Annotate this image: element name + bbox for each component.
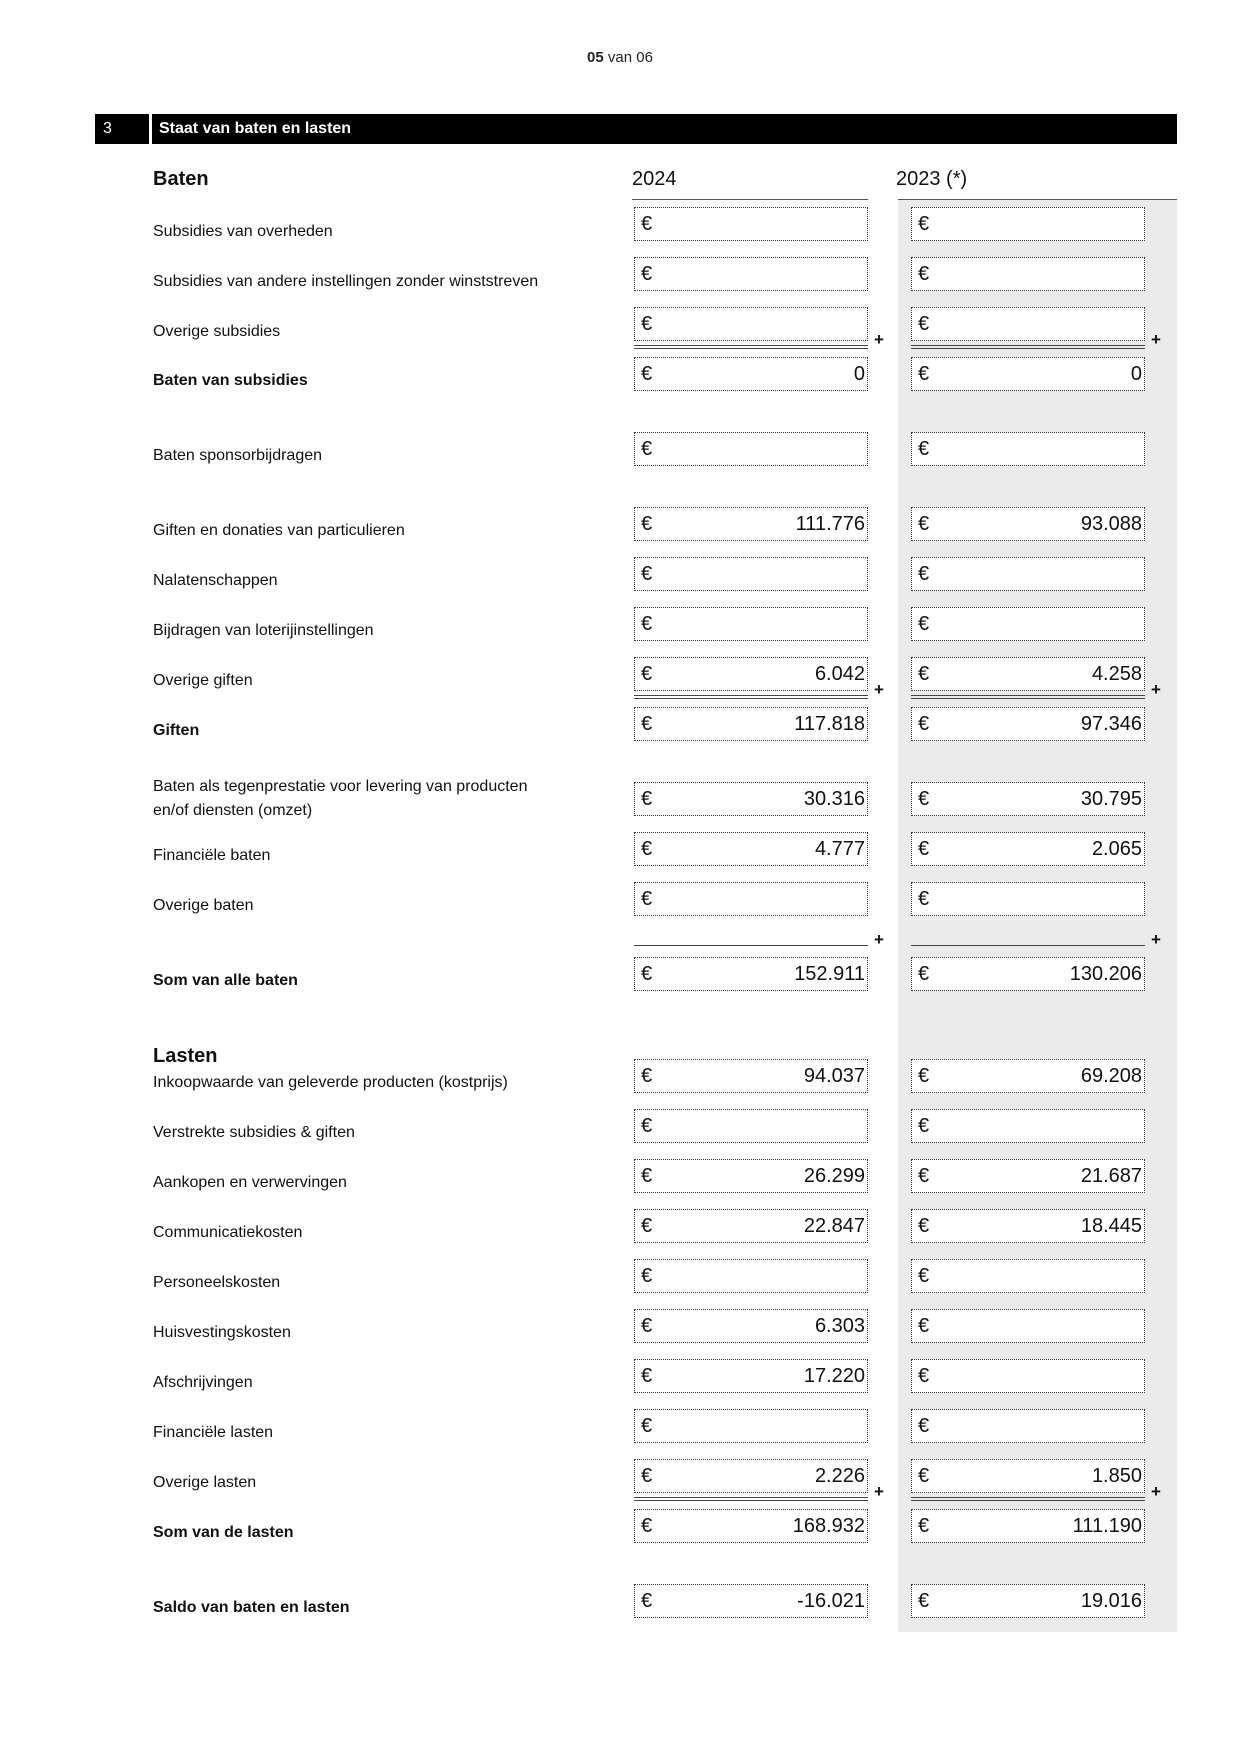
input-overige-lasten-2023[interactable]: € 1.850 — [911, 1459, 1145, 1493]
row-label-overige-lasten: Overige lasten — [153, 1474, 257, 1491]
input-overige-lasten-2024[interactable]: € 2.226 — [634, 1459, 868, 1493]
input-financiele-lasten-2023[interactable]: € — [911, 1409, 1145, 1443]
input-giften-particulieren-2023[interactable]: € 93.088 — [911, 507, 1145, 541]
sum-rule — [911, 1497, 1145, 1501]
input-loterij-2023[interactable]: € — [911, 607, 1145, 641]
input-communicatie-2023[interactable]: € 18.445 — [911, 1209, 1145, 1243]
row-label-overige-subsidies: Overige subsidies — [153, 323, 281, 340]
input-nalatenschappen-2023[interactable]: € — [911, 557, 1145, 591]
input-financiele-baten-2024[interactable]: € 4.777 — [634, 832, 868, 866]
input-verstrekte-2023[interactable]: € — [911, 1109, 1145, 1143]
input-inkoopwaarde-2023[interactable]: € 69.208 — [911, 1059, 1145, 1093]
row-label-som-lasten: Som van de lasten — [153, 1524, 294, 1541]
row-label-aankopen: Aankopen en verwervingen — [153, 1174, 347, 1191]
section-number: 3 — [95, 114, 149, 144]
sum-rule — [634, 345, 868, 349]
value-som-baten-2024: € 152.911 — [634, 957, 868, 991]
input-nalatenschappen-2024[interactable]: € — [634, 557, 868, 591]
value-som-baten-2023: € 130.206 — [911, 957, 1145, 991]
row-label-nalatenschappen: Nalatenschappen — [153, 572, 278, 589]
sum-rule — [634, 1497, 868, 1501]
value-baten-subsidies-2024: € 0 — [634, 357, 868, 391]
row-label-overige-giften: Overige giften — [153, 672, 253, 689]
input-subsidies-overheden-2023[interactable]: € — [911, 207, 1145, 241]
lasten-heading: Lasten — [153, 1045, 218, 1067]
value-saldo-2024: € -16.021 — [634, 1584, 868, 1618]
row-label-tegenprestatie: Baten als tegenprestatie voor levering van producten en/of diensten (omzet) — [153, 778, 528, 819]
plus-sign: + — [874, 680, 884, 699]
input-personeel-2023[interactable]: € — [911, 1259, 1145, 1293]
input-overige-baten-2024[interactable]: € — [634, 882, 868, 916]
plus-sign: + — [874, 930, 884, 949]
input-aankopen-2024[interactable]: € 26.299 — [634, 1159, 868, 1193]
value-baten-subsidies-2023: € 0 — [911, 357, 1145, 391]
input-sponsorbijdragen-2023[interactable]: € — [911, 432, 1145, 466]
input-inkoopwaarde-2024[interactable]: € 94.037 — [634, 1059, 868, 1093]
input-personeel-2024[interactable]: € — [634, 1259, 868, 1293]
row-label-giften-particulieren: Giften en donaties van particulieren — [153, 522, 405, 539]
row-label-giften: Giften — [153, 722, 200, 739]
input-overige-subsidies-2024[interactable]: € — [634, 307, 868, 341]
value-giften-2023: € 97.346 — [911, 707, 1145, 741]
row-label-inkoopwaarde: Inkoopwaarde van geleverde producten (kostprijs) — [153, 1074, 508, 1091]
plus-sign: + — [1151, 1482, 1161, 1501]
page-number: 05 van 06 — [587, 49, 653, 66]
value-som-lasten-2023: € 111.190 — [911, 1509, 1145, 1543]
plus-sign: + — [1151, 330, 1161, 349]
row-label-personeel: Personeelskosten — [153, 1274, 281, 1291]
input-overige-giften-2023[interactable]: € 4.258 — [911, 657, 1145, 691]
sum-rule — [634, 945, 868, 947]
sum-rule — [911, 345, 1145, 349]
row-label-huisvesting: Huisvestingskosten — [153, 1324, 291, 1341]
input-subsidies-andere-2024[interactable]: € — [634, 257, 868, 291]
row-label-financiele-lasten: Financiële lasten — [153, 1424, 274, 1441]
input-overige-subsidies-2023[interactable]: € — [911, 307, 1145, 341]
column-header-rule — [898, 199, 1177, 200]
row-label-baten-subsidies: Baten van subsidies — [153, 372, 308, 389]
column-header-rule — [632, 199, 868, 200]
plus-sign: + — [1151, 930, 1161, 949]
plus-sign: + — [1151, 680, 1161, 699]
input-communicatie-2024[interactable]: € 22.847 — [634, 1209, 868, 1243]
plus-sign: + — [874, 330, 884, 349]
input-aankopen-2023[interactable]: € 21.687 — [911, 1159, 1145, 1193]
input-overige-giften-2024[interactable]: € 6.042 — [634, 657, 868, 691]
value-som-lasten-2024: € 168.932 — [634, 1509, 868, 1543]
input-subsidies-andere-2023[interactable]: € — [911, 257, 1145, 291]
row-label-sponsorbijdragen: Baten sponsorbijdragen — [153, 447, 323, 464]
sum-rule — [911, 695, 1145, 699]
column-header-2023: 2023 (*) — [896, 168, 968, 190]
input-financiele-baten-2023[interactable]: € 2.065 — [911, 832, 1145, 866]
input-financiele-lasten-2024[interactable]: € — [634, 1409, 868, 1443]
input-huisvesting-2024[interactable]: € 6.303 — [634, 1309, 868, 1343]
sum-rule — [911, 945, 1145, 947]
row-label-saldo: Saldo van baten en lasten — [153, 1599, 350, 1616]
row-label-loterij: Bijdragen van loterijinstellingen — [153, 622, 374, 639]
input-afschrijvingen-2024[interactable]: € 17.220 — [634, 1359, 868, 1393]
row-label-financiele-baten: Financiële baten — [153, 847, 271, 864]
input-subsidies-overheden-2024[interactable]: € — [634, 207, 868, 241]
section-title: Staat van baten en lasten — [152, 114, 1177, 144]
plus-sign: + — [874, 1482, 884, 1501]
input-sponsorbijdragen-2024[interactable]: € — [634, 432, 868, 466]
input-huisvesting-2023[interactable]: € — [911, 1309, 1145, 1343]
input-tegenprestatie-2023[interactable]: € 30.795 — [911, 782, 1145, 816]
input-afschrijvingen-2023[interactable]: € — [911, 1359, 1145, 1393]
row-label-subsidies-andere: Subsidies van andere instellingen zonder winststreven — [153, 273, 539, 290]
row-label-overige-baten: Overige baten — [153, 897, 254, 914]
row-label-verstrekte: Verstrekte subsidies & giften — [153, 1124, 355, 1141]
input-overige-baten-2023[interactable]: € — [911, 882, 1145, 916]
row-label-communicatie: Communicatiekosten — [153, 1224, 303, 1241]
input-giften-particulieren-2024[interactable]: € 111.776 — [634, 507, 868, 541]
value-giften-2024: € 117.818 — [634, 707, 868, 741]
column-header-2024: 2024 — [632, 168, 677, 190]
row-label-subsidies-overheden: Subsidies van overheden — [153, 223, 333, 240]
row-label-afschrijvingen: Afschrijvingen — [153, 1374, 253, 1391]
baten-heading: Baten — [153, 168, 209, 190]
value-saldo-2023: € 19.016 — [911, 1584, 1145, 1618]
sum-rule — [634, 695, 868, 699]
input-loterij-2024[interactable]: € — [634, 607, 868, 641]
row-label-som-baten: Som van alle baten — [153, 972, 298, 989]
input-verstrekte-2024[interactable]: € — [634, 1109, 868, 1143]
input-tegenprestatie-2024[interactable]: € 30.316 — [634, 782, 868, 816]
